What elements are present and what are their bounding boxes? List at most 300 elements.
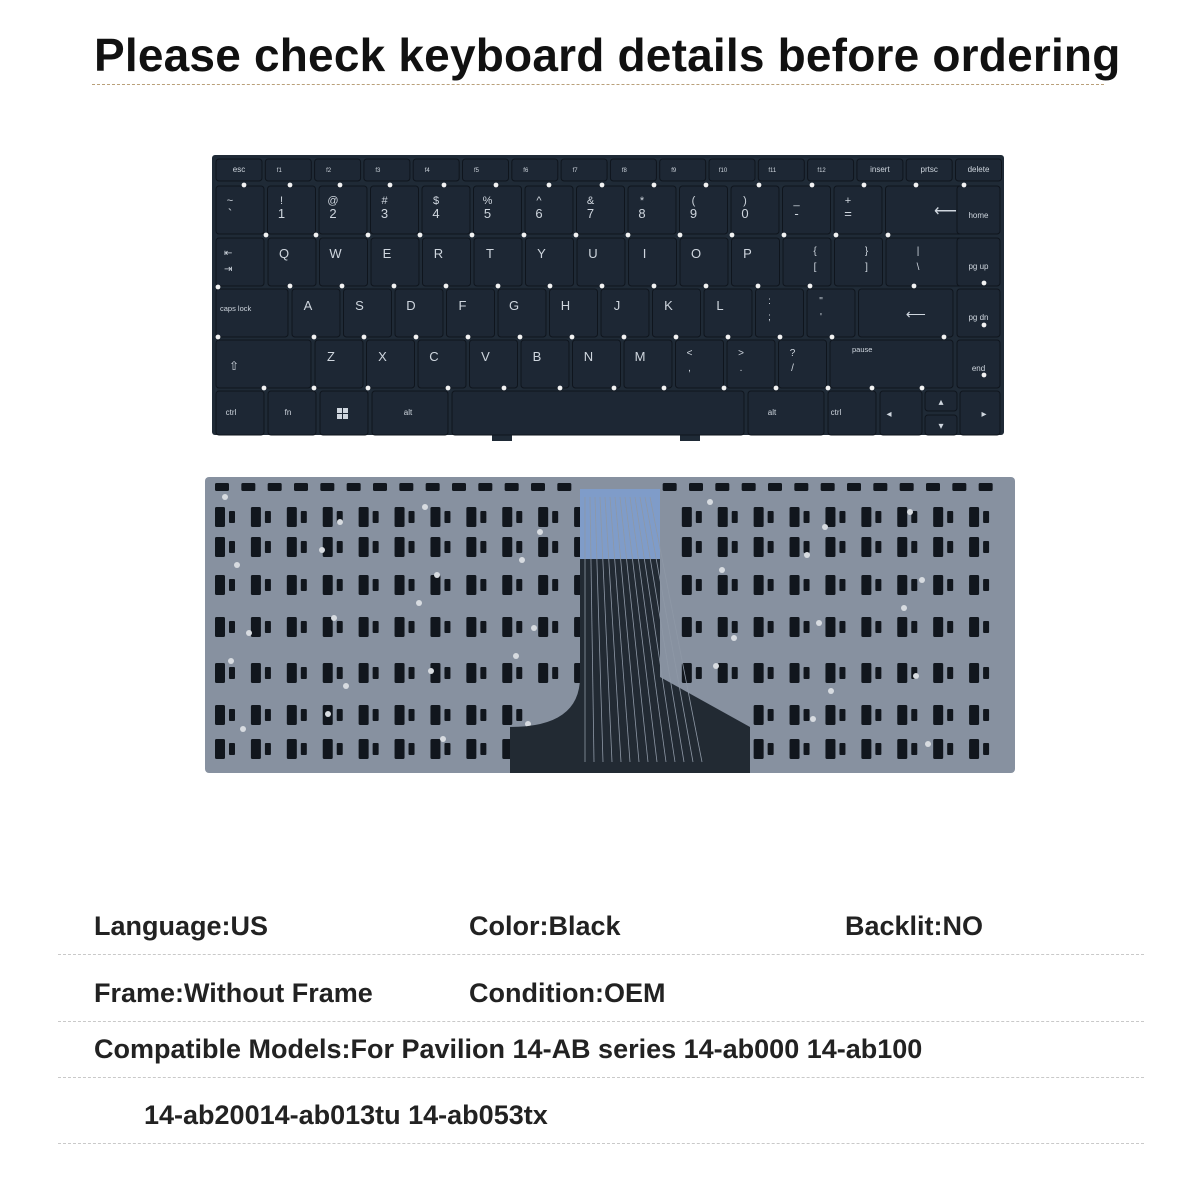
switch-cutout [933, 537, 943, 557]
switch-cutout [979, 483, 993, 491]
switch-cutout [875, 621, 881, 633]
switch-cutout [983, 511, 989, 523]
letter-key [577, 238, 625, 286]
mount-hole [240, 726, 246, 732]
switch-cutout [804, 709, 810, 721]
switch-cutout [689, 483, 703, 491]
key-legend: W [329, 246, 342, 261]
symbol-key [676, 340, 724, 388]
switch-cutout [897, 617, 907, 637]
keyboard-back-view [205, 477, 1015, 773]
mount-hole [388, 183, 393, 188]
key-legend: U [588, 246, 598, 261]
letter-key [653, 289, 701, 337]
switch-cutout [516, 579, 522, 591]
letter-key [624, 340, 672, 388]
key-legend: ⇧ [228, 359, 240, 373]
key-legend: A [303, 298, 313, 313]
letter-key [704, 289, 752, 337]
switch-cutout [839, 667, 845, 679]
key-legend: - [794, 206, 799, 221]
mount-hole [574, 233, 579, 238]
mount-hole [337, 519, 343, 525]
switch-cutout [287, 617, 297, 637]
key-legend: * [639, 195, 645, 207]
switch-cutout [875, 579, 881, 591]
switch-cutout [732, 511, 738, 523]
switch-cutout [444, 541, 450, 553]
function-key [364, 159, 410, 181]
key-legend: } [864, 246, 869, 257]
switch-cutout [682, 537, 692, 557]
spec-language: Language:US [94, 911, 269, 941]
mount-hole [731, 635, 737, 641]
mount-hole [662, 386, 667, 391]
switch-cutout [323, 617, 333, 637]
switch-cutout [754, 537, 764, 557]
symbol-key [727, 340, 775, 388]
switch-cutout [229, 511, 235, 523]
key-legend: X [378, 349, 387, 364]
switch-cutout [825, 507, 835, 527]
switch-cutout [933, 739, 943, 759]
switch-cutout [754, 739, 764, 759]
letter-key [680, 238, 728, 286]
key-legend: 4 [432, 206, 440, 221]
switch-cutout [480, 621, 486, 633]
switch-cutout [301, 511, 307, 523]
switch-cutout [718, 663, 728, 683]
key-legend: f6 [523, 168, 529, 174]
switch-cutout [229, 579, 235, 591]
key-legend: f5 [473, 168, 480, 174]
key-legend: ⇤ [224, 248, 233, 259]
switch-cutout [359, 705, 369, 725]
number-key [319, 186, 367, 234]
mount-hole [234, 562, 240, 568]
switch-cutout [538, 507, 548, 527]
switch-cutout [301, 579, 307, 591]
key-legend: insert [870, 165, 890, 174]
switch-cutout [875, 511, 881, 523]
switch-cutout [825, 537, 835, 557]
switch-cutout [502, 537, 512, 557]
windows-icon [343, 414, 348, 419]
home-key [957, 186, 1000, 234]
mount-hole [907, 509, 913, 515]
switch-cutout [839, 621, 845, 633]
mount-hole [778, 335, 783, 340]
key-legend: C [429, 349, 439, 364]
key-legend: ctrl [830, 408, 842, 417]
switch-cutout [754, 617, 764, 637]
mount-hole [707, 499, 713, 505]
key-legend: V [481, 349, 490, 364]
letter-key [526, 238, 574, 286]
fn-key [268, 391, 316, 435]
mount-hole [502, 386, 507, 391]
symbol-key [886, 238, 966, 286]
switch-cutout [947, 667, 953, 679]
switch-cutout [337, 579, 343, 591]
key-legend: # [381, 195, 388, 207]
mount-hole [804, 552, 810, 558]
key-legend: N [583, 349, 594, 364]
mount-hole [756, 284, 761, 289]
key-legend: ctrl [225, 408, 237, 417]
switch-cutout [538, 663, 548, 683]
spec-divider [58, 1143, 1144, 1144]
switch-cutout [516, 511, 522, 523]
switch-cutout [839, 709, 845, 721]
switch-cutout [804, 541, 810, 553]
switch-cutout [502, 507, 512, 527]
spec-divider [58, 954, 1144, 955]
switch-cutout [502, 705, 512, 725]
switch-cutout [287, 739, 297, 759]
switch-cutout [897, 705, 907, 725]
mount-hole [414, 335, 419, 340]
key-legend: ⟵ [905, 306, 926, 322]
switch-cutout [682, 507, 692, 527]
letter-key [268, 238, 316, 286]
switch-cutout [430, 617, 440, 637]
switch-cutout [399, 483, 413, 491]
switch-cutout [265, 667, 271, 679]
switch-cutout [359, 739, 369, 759]
mount-hole [914, 183, 919, 188]
key-legend: [ [813, 262, 817, 273]
mount-hole [312, 335, 317, 340]
switch-cutout [718, 617, 728, 637]
key-legend: ◂ [886, 409, 892, 420]
switch-cutout [790, 663, 800, 683]
switch-cutout [969, 575, 979, 595]
key-legend: ` [227, 206, 233, 221]
key-legend: J [613, 298, 621, 313]
switch-cutout [947, 621, 953, 633]
switch-cutout [718, 507, 728, 527]
switch-cutout [969, 705, 979, 725]
switch-cutout [301, 541, 307, 553]
mount-hole [925, 741, 931, 747]
mount-hole [920, 386, 925, 391]
switch-cutout [768, 579, 774, 591]
mount-hole [600, 183, 605, 188]
mount-hole [228, 658, 234, 664]
switch-cutout [301, 743, 307, 755]
switch-cutout [983, 579, 989, 591]
switch-cutout [430, 507, 440, 527]
mount-hole [366, 233, 371, 238]
switch-cutout [466, 739, 476, 759]
switch-cutout [839, 579, 845, 591]
switch-cutout [395, 575, 405, 595]
switch-cutout [947, 541, 953, 553]
switch-cutout [265, 743, 271, 755]
switch-cutout [897, 663, 907, 683]
switch-cutout [732, 579, 738, 591]
key-legend: ( [691, 195, 696, 207]
switch-cutout [768, 667, 774, 679]
symbol-key [779, 340, 827, 388]
switch-cutout [768, 541, 774, 553]
switch-cutout [875, 541, 881, 553]
number-key [834, 186, 882, 234]
number-key [268, 186, 316, 234]
switch-cutout [395, 739, 405, 759]
switch-cutout [875, 709, 881, 721]
switch-cutout [395, 507, 405, 527]
switch-cutout [359, 537, 369, 557]
switch-cutout [229, 621, 235, 633]
switch-cutout [409, 579, 415, 591]
mount-hole [494, 183, 499, 188]
switch-cutout [552, 511, 558, 523]
switch-cutout [804, 579, 810, 591]
switch-cutout [531, 483, 545, 491]
spec-models-line-1: Compatible Models:For Pavilion 14-AB series 14-ab000 14-ab100 [94, 1034, 923, 1064]
key-legend: = [844, 206, 852, 221]
mount-hole [704, 183, 709, 188]
switch-cutout [287, 575, 297, 595]
switch-cutout [552, 541, 558, 553]
switch-cutout [718, 575, 728, 595]
switch-cutout [323, 739, 333, 759]
switch-cutout [557, 483, 571, 491]
switch-cutout [933, 663, 943, 683]
switch-cutout [900, 483, 914, 491]
switch-cutout [790, 575, 800, 595]
symbol-key [807, 289, 855, 337]
key-legend: pg dn [968, 313, 989, 322]
switch-cutout [466, 507, 476, 527]
mount-hole [338, 183, 343, 188]
switch-cutout [268, 483, 282, 491]
switch-cutout [215, 705, 225, 725]
switch-cutout [983, 541, 989, 553]
switch-cutout [933, 617, 943, 637]
number-key [783, 186, 831, 234]
mount-hole [626, 233, 631, 238]
switch-cutout [215, 739, 225, 759]
key-legend: ; [768, 312, 771, 323]
key-legend: I [642, 246, 647, 261]
switch-cutout [444, 621, 450, 633]
mount-hole [719, 567, 725, 573]
letter-key [629, 238, 677, 286]
switch-cutout [395, 705, 405, 725]
switch-cutout [323, 537, 333, 557]
spec-models-line-2: 14-ab20014-ab013tu 14-ab053tx [144, 1100, 548, 1130]
switch-cutout [768, 743, 774, 755]
switch-cutout [768, 511, 774, 523]
function-key [561, 159, 607, 181]
switch-cutout [215, 663, 225, 683]
spec-divider [58, 1077, 1144, 1078]
switch-cutout [804, 511, 810, 523]
spacebar-key [452, 391, 744, 435]
switch-cutout [682, 617, 692, 637]
number-key [422, 186, 470, 234]
key-legend: ▾ [938, 421, 944, 432]
switch-cutout [794, 483, 808, 491]
key-legend: Y [537, 246, 546, 261]
mount-hole [216, 285, 221, 290]
mount-hole [612, 386, 617, 391]
mount-hole [774, 386, 779, 391]
switch-cutout [538, 537, 548, 557]
key-legend: 6 [535, 206, 543, 221]
mount-hole [264, 233, 269, 238]
switch-cutout [395, 663, 405, 683]
key-legend: ? [789, 348, 796, 359]
switch-cutout [359, 575, 369, 595]
key-legend: 9 [689, 206, 698, 221]
key-legend: ' [820, 312, 822, 323]
switch-cutout [754, 575, 764, 595]
spec-row-3 [58, 1018, 1144, 1078]
switch-cutout [287, 705, 297, 725]
switch-cutout [947, 743, 953, 755]
function-key [610, 159, 656, 181]
key-legend: caps lock [220, 304, 252, 313]
switch-cutout [337, 709, 343, 721]
key-legend: S [355, 298, 364, 313]
switch-cutout [229, 541, 235, 553]
switch-cutout [480, 579, 486, 591]
mount-hole [422, 504, 428, 510]
switch-cutout [969, 617, 979, 637]
switch-cutout [696, 579, 702, 591]
key-legend: ) [743, 195, 747, 207]
mount-hole [870, 386, 875, 391]
mount-hole [519, 557, 525, 563]
number-key [216, 186, 264, 234]
mount-hole [834, 233, 839, 238]
key-legend: f12 [817, 168, 826, 174]
switch-cutout [538, 575, 548, 595]
switch-cutout [347, 483, 361, 491]
switch-cutout [861, 617, 871, 637]
windows-icon [343, 408, 348, 413]
mount-hole [810, 716, 816, 722]
letter-key [447, 289, 495, 337]
mount-hole [757, 183, 762, 188]
key-legend: f9 [671, 168, 677, 174]
switch-cutout [337, 621, 343, 633]
switch-cutout [215, 537, 225, 557]
switch-cutout [754, 663, 764, 683]
switch-cutout [804, 743, 810, 755]
switch-cutout [839, 541, 845, 553]
key-legend: : [768, 296, 771, 307]
key-legend: 7 [586, 206, 595, 221]
letter-key [315, 340, 363, 388]
key-legend: T [486, 246, 494, 261]
mount-hole [726, 335, 731, 340]
switch-cutout [804, 621, 810, 633]
mount-hole [913, 673, 919, 679]
mount-hole [713, 663, 719, 669]
key-legend: , [688, 363, 691, 374]
key-legend: 2 [329, 206, 337, 221]
switch-cutout [552, 621, 558, 633]
windows-icon [337, 408, 342, 413]
page-title: Please check keyboard details before ordering [94, 29, 1121, 81]
mount-hole [652, 284, 657, 289]
key-legend: f11 [768, 168, 777, 174]
mount-hole [828, 688, 834, 694]
switch-cutout [409, 511, 415, 523]
key-legend: { [813, 246, 817, 257]
switch-cutout [287, 507, 297, 527]
mount-hole [810, 183, 815, 188]
key-legend: fn [284, 408, 292, 417]
switch-cutout [732, 667, 738, 679]
number-key [474, 186, 522, 234]
mount-hole [548, 284, 553, 289]
key-legend: 3 [380, 206, 389, 221]
windows-icon [337, 414, 342, 419]
switch-cutout [861, 705, 871, 725]
switch-cutout [911, 621, 917, 633]
switch-cutout [430, 575, 440, 595]
switch-cutout [790, 739, 800, 759]
letter-key [367, 340, 415, 388]
ctrl-key [216, 391, 264, 435]
key-legend: E [382, 246, 392, 261]
mount-hole [288, 284, 293, 289]
key-legend: Z [327, 349, 335, 364]
symbol-key [835, 238, 883, 286]
switch-cutout [287, 537, 297, 557]
switch-cutout [251, 663, 261, 683]
switch-cutout [301, 621, 307, 633]
key-legend: D [406, 298, 416, 313]
letter-key [573, 340, 621, 388]
switch-cutout [969, 537, 979, 557]
mount-hole [808, 284, 813, 289]
switch-cutout [696, 667, 702, 679]
letter-key [344, 289, 392, 337]
key-legend: ~ [226, 195, 234, 207]
switch-cutout [444, 511, 450, 523]
key-legend: f10 [718, 168, 728, 174]
mount-hole [262, 386, 267, 391]
switch-cutout [373, 667, 379, 679]
number-key [628, 186, 676, 234]
switch-cutout [373, 709, 379, 721]
mount-hole [442, 183, 447, 188]
switch-cutout [444, 743, 450, 755]
switch-cutout [516, 709, 522, 721]
letter-key [418, 340, 466, 388]
switch-cutout [301, 667, 307, 679]
switch-cutout [897, 537, 907, 557]
letter-key [395, 289, 443, 337]
switch-cutout [265, 709, 271, 721]
switch-cutout [947, 579, 953, 591]
switch-cutout [409, 541, 415, 553]
switch-cutout [373, 541, 379, 553]
switch-cutout [790, 617, 800, 637]
switch-cutout [480, 667, 486, 679]
switch-cutout [926, 483, 940, 491]
switch-cutout [265, 511, 271, 523]
switch-cutout [732, 621, 738, 633]
key-legend: ] [865, 262, 868, 273]
